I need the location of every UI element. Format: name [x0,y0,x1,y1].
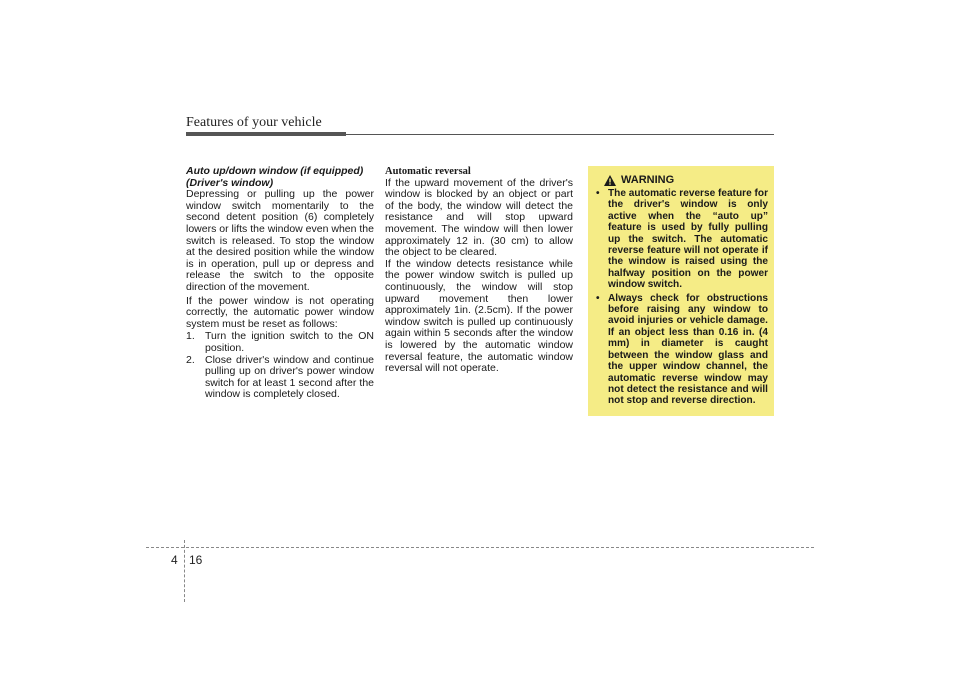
step-text: Turn the ignition switch to the ON position. [205,330,374,354]
list-item [186,355,374,401]
reversal-paragraph-2: If the window detects resistance while the power window switch is pulled up continuously, the window will stop upward movement then lower approximately 1in. (2.5cm). If the power window switch is pulled up continuously again within 5 seconds after the window is lowered by the automatic window reversal feature, the automatic window reversal will not operate. [385,257,573,375]
bullet: • [596,292,600,304]
section-title: Features of your vehicle [186,115,322,130]
warning-box [588,166,774,416]
auto-window-paragraph: Depressing or pulling up the power window switch momentarily to the second detent position (6) completely lowers or lifts the window even when the switch is released. To stop the window at the desired position while the window is in operation, pull up or depress and release the switch to the opposite direction of the movement. [186,188,374,293]
page-number: 16 [189,553,203,567]
list-item [596,293,768,407]
step-text: Close driver's window and continue pulling up on driver's power window switch for at least 1 second after the window is completely closed. [205,353,374,401]
auto-window-subheading-sub: (Driver's window) [186,176,274,189]
list-item [186,331,374,354]
header-rule-thick [186,132,346,136]
bullet: • [596,188,600,199]
footer-rule [146,547,814,548]
warning-title: WARNING [621,174,675,186]
warning-triangle-icon [604,175,616,186]
header-rule-thin [346,134,774,135]
reset-intro-paragraph: If the power window is not operating correctly, the automatic power window system must be reset as follows: [186,294,374,330]
chapter-number: 4 [171,553,178,567]
warning-text: The automatic reverse feature for the driver's window is only active when the “auto up” feature is used by fully pulling up the switch. The automatic reverse feature will not operate if the window is raised using the halfway position on the power window switch. [608,188,768,291]
auto-window-subheading: Auto up/down window (if equipped) [186,165,364,177]
warning-heading [604,174,768,186]
warning-list [596,188,768,407]
step-number: 2. [186,353,195,366]
warning-text: Always check for obstructions before raising any window to avoid injuries or vehicle damage. If an object less than 0.16 in. (4 mm) in diameter is caught between the window glass and the upper window channel, the automatic reverse window may not detect the resistance and will not stop and reverse direction. [608,292,768,407]
reset-steps-list [186,331,374,401]
step-number: 1. [186,330,195,343]
footer-divider [184,540,185,602]
list-item [596,188,768,291]
left-column [186,166,374,401]
middle-column [385,166,573,375]
reversal-paragraph-1: If the upward movement of the driver's window is blocked by an object or part of the body, the window will detect the resistance and will stop upward movement. The window will then lower approximately 12 in. (30 cm) to allow the object to be cleared. [385,176,573,259]
automatic-reversal-heading: Automatic reversal [385,166,471,177]
